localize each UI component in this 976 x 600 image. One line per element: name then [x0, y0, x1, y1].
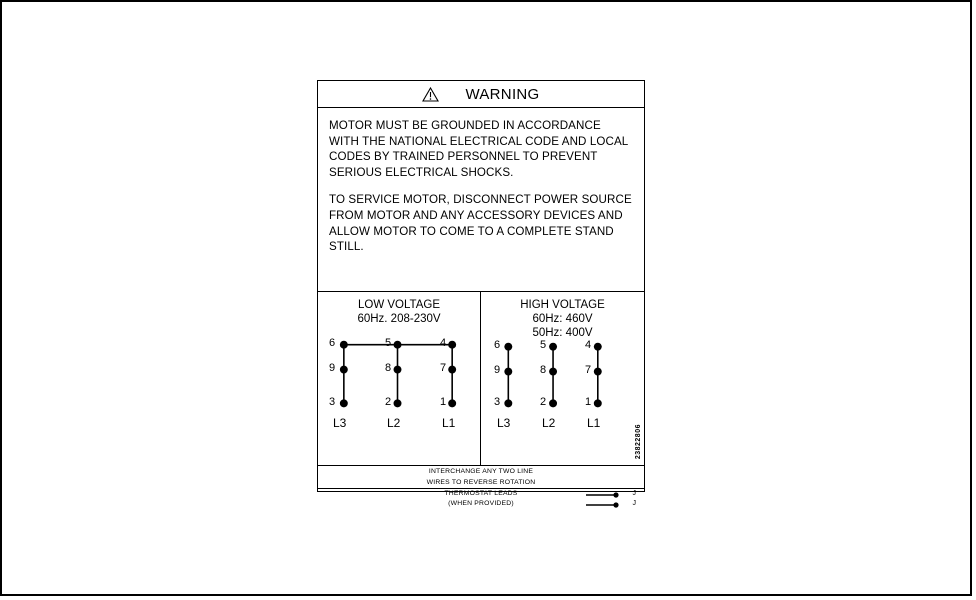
label-footer: [318, 466, 644, 512]
motor-wiring-label: [317, 80, 645, 507]
low-terminal-l1: L1: [442, 416, 456, 430]
high-voltage-diagram: [481, 292, 644, 465]
high-label-1: 1: [585, 396, 592, 408]
part-code: 23822806: [635, 423, 642, 459]
low-label-1: 1: [440, 396, 447, 408]
warning-paragraph-2: TO SERVICE MOTOR, DISCONNECT POWER SOURCE FROM MOTOR AND ANY ACCESSORY DEVICES AND ALLOW MOTOR TO COME TO A COMPLETE STAND STILL.: [329, 193, 632, 254]
low-voltage-diagram: [318, 292, 481, 465]
warning-body: [318, 108, 644, 292]
low-terminal-l2: L2: [387, 416, 401, 430]
warning-title: WARNING: [465, 85, 540, 103]
low-label-5: 5: [385, 337, 392, 349]
warning-triangle-icon: [422, 87, 439, 102]
thermostat-leads-row: [318, 489, 644, 512]
high-terminal-l3: L3: [497, 416, 511, 430]
warning-header: [318, 81, 644, 108]
high-label-6: 6: [494, 339, 501, 351]
high-voltage-subtitle-50: 50Hz: 400V: [532, 327, 593, 339]
footer-line-2: WIRES TO REVERSE ROTATION: [318, 477, 644, 489]
lead-label-2: J: [632, 500, 636, 507]
high-terminal-l1: L1: [587, 416, 601, 430]
low-label-8: 8: [385, 362, 392, 374]
high-label-7: 7: [585, 364, 592, 376]
low-label-7: 7: [440, 362, 447, 374]
high-voltage-subtitle-60: 60Hz: 460V: [532, 313, 593, 325]
low-label-4: 4: [440, 337, 447, 349]
high-terminal-l2: L2: [542, 416, 556, 430]
footer-line-1: INTERCHANGE ANY TWO LINE: [428, 468, 534, 475]
lead-label-1: J: [632, 490, 636, 497]
low-label-2: 2: [385, 396, 392, 408]
low-voltage-title: LOW VOLTAGE: [357, 299, 440, 311]
high-label-4: 4: [585, 339, 592, 351]
warning-paragraph-1: MOTOR MUST BE GROUNDED IN ACCORDANCE WITH THE NATIONAL ELECTRICAL CODE AND LOCAL CODES BY TRAINED PERSONNEL TO PREVENT SERIOUS ELECTRICAL SHOCKS.: [329, 119, 628, 179]
high-label-2: 2: [540, 396, 547, 408]
high-voltage-wiring-svg: [481, 292, 644, 465]
low-label-9: 9: [329, 362, 336, 374]
high-voltage-title: HIGH VOLTAGE: [520, 299, 605, 311]
low-label-6: 6: [329, 337, 336, 349]
low-terminal-l3: L3: [333, 416, 347, 430]
high-label-3: 3: [494, 396, 501, 408]
wiring-diagrams: [318, 292, 644, 466]
footer-line-4: (WHEN PROVIDED): [448, 500, 514, 507]
low-label-3: 3: [329, 396, 336, 408]
high-label-9: 9: [494, 364, 501, 376]
high-label-5: 5: [540, 339, 547, 351]
footer-line-3: THERMOSTAT LEADS: [444, 490, 518, 497]
high-label-8: 8: [540, 364, 547, 376]
low-voltage-subtitle: 60Hz. 208-230V: [357, 313, 441, 325]
low-voltage-wiring-svg: [318, 292, 480, 465]
